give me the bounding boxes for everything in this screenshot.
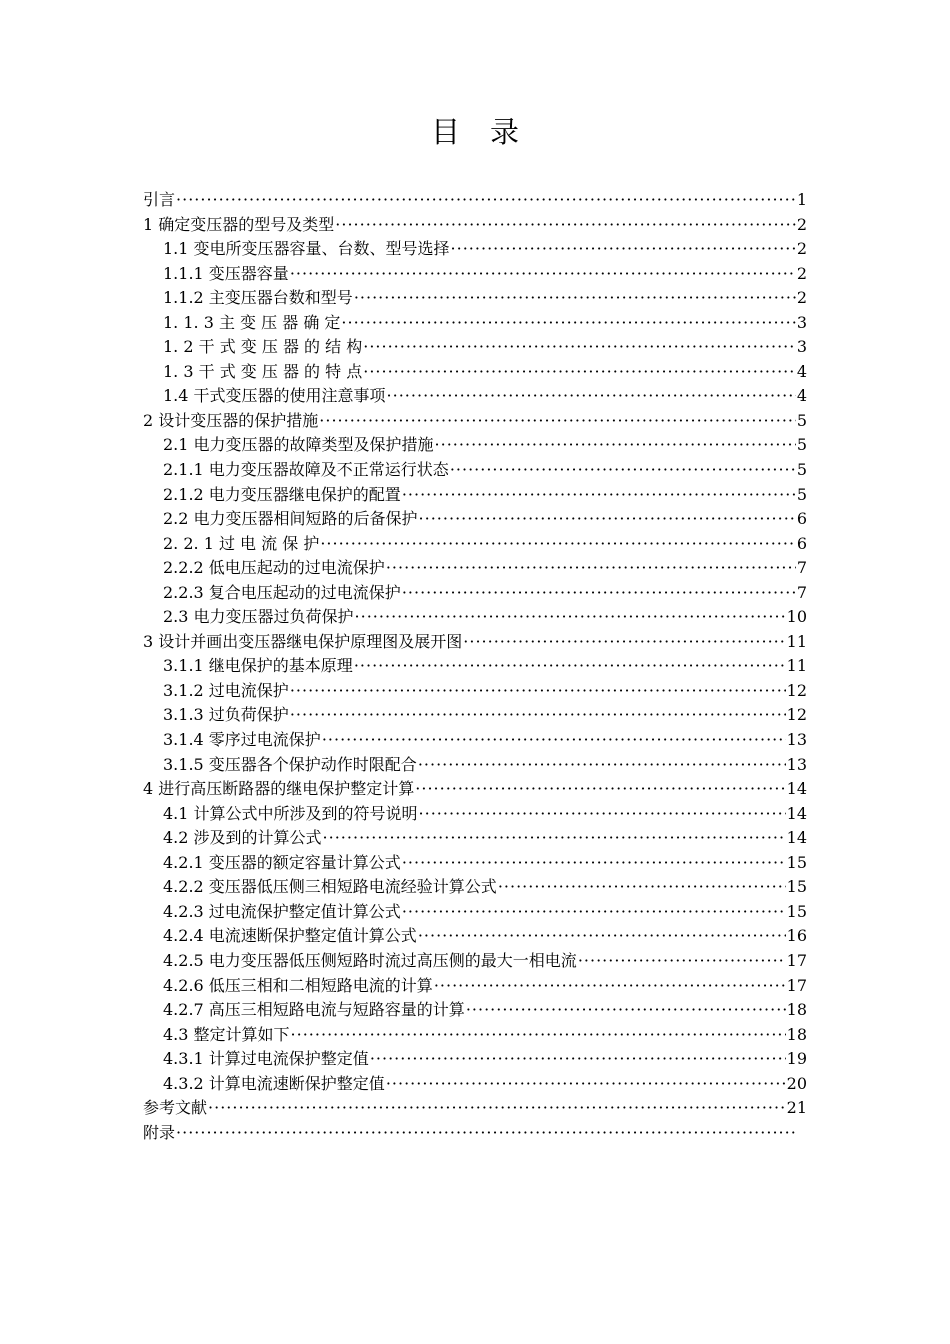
toc-entry[interactable] (143, 409, 807, 434)
toc-dot-leader (450, 458, 796, 482)
toc-entry[interactable] (143, 237, 807, 262)
toc-dot-leader (451, 237, 796, 261)
toc-entry-page-number: 11 (786, 656, 807, 676)
page-title-part1: 目 (430, 115, 460, 149)
toc-entry[interactable] (143, 753, 807, 778)
toc-entry-page-number: 20 (786, 1073, 807, 1093)
page-title (0, 112, 950, 152)
toc-dot-leader (176, 188, 796, 212)
toc-entry[interactable] (143, 384, 807, 409)
toc-entry-label: 2.1 电力变压器的故障类型及保护措施 (163, 435, 434, 455)
toc-entry-label: 4.2 涉及到的计算公式 (163, 828, 322, 848)
toc-entry-label: 附录 (143, 1122, 176, 1142)
toc-entry[interactable] (143, 924, 807, 949)
toc-entry[interactable] (143, 1023, 807, 1048)
toc-entry[interactable] (143, 458, 807, 483)
toc-dot-leader (335, 213, 796, 237)
toc-dot-leader (418, 924, 786, 948)
toc-entry-page-number: 11 (786, 631, 807, 651)
toc-entry-label: 4.3.2 计算电流速断保护整定值 (163, 1073, 385, 1093)
toc-entry[interactable] (143, 507, 807, 532)
toc-entry-page-number: 2 (796, 239, 807, 259)
toc-entry-label: 3.1.4 零序过电流保护 (163, 730, 321, 750)
toc-dot-leader (386, 1072, 786, 1096)
toc-dot-leader (415, 777, 785, 801)
toc-entry-page-number: 21 (786, 1098, 807, 1118)
toc-entry[interactable] (143, 851, 807, 876)
toc-entry[interactable] (143, 949, 807, 974)
toc-dot-leader (463, 630, 785, 654)
toc-entry[interactable] (143, 630, 807, 655)
toc-dot-leader (323, 826, 786, 850)
toc-entry-label: 1. 2 干 式 变 压 器 的 结 构 (163, 337, 363, 357)
toc-dot-leader (419, 507, 796, 531)
toc-entry-label: 2.1.1 电力变压器故障及不正常运行状态 (163, 460, 449, 480)
toc-entry[interactable] (143, 654, 807, 679)
toc-entry[interactable] (143, 998, 807, 1023)
toc-dot-leader (418, 753, 786, 777)
toc-dot-leader (578, 949, 786, 973)
toc-entry[interactable] (143, 433, 807, 458)
toc-dot-leader (320, 532, 795, 556)
toc-dot-leader (363, 335, 796, 359)
toc-entry-page-number: 15 (786, 901, 807, 921)
toc-entry-page-number: 18 (786, 1000, 807, 1020)
toc-entry-label: 4.2.3 过电流保护整定值计算公式 (163, 901, 401, 921)
toc-entry-label: 3 设计并画出变压器继电保护原理图及展开图 (143, 631, 463, 651)
toc-entry-label: 4.3.1 计算过电流保护整定值 (163, 1049, 369, 1069)
toc-entry-label: 1.1.2 主变压器台数和型号 (163, 288, 353, 308)
toc-dot-leader (498, 875, 786, 899)
toc-entry-label: 1.4 干式变压器的使用注意事项 (163, 386, 386, 406)
toc-entry[interactable] (143, 1072, 807, 1097)
toc-entry-page-number: 18 (786, 1024, 807, 1044)
toc-entry-label: 2.2.2 低电压起动的过电流保护 (163, 558, 385, 578)
toc-entry-page-number: 5 (796, 410, 807, 430)
toc-dot-leader (341, 311, 795, 335)
toc-dot-leader (387, 384, 796, 408)
toc-entry-page-number: 7 (796, 582, 807, 602)
toc-entry[interactable] (143, 802, 807, 827)
toc-entry-page-number: 3 (796, 337, 807, 357)
toc-entry-page-number: 6 (796, 509, 807, 529)
toc-entry-page-number: 15 (786, 852, 807, 872)
toc-entry-page-number: 5 (796, 484, 807, 504)
toc-entry-page-number: 16 (786, 926, 807, 946)
toc-entry[interactable] (143, 1096, 807, 1121)
toc-entry[interactable] (143, 188, 807, 213)
toc-entry-page-number: 17 (786, 950, 807, 970)
toc-entry-page-number: 6 (796, 533, 807, 553)
toc-entry-label: 4.1 计算公式中所涉及到的符号说明 (163, 803, 418, 823)
toc-entry-label: 3.1.5 变压器各个保护动作时限配合 (163, 754, 417, 774)
toc-entry[interactable] (143, 532, 807, 557)
toc-entry-page-number: 7 (796, 558, 807, 578)
toc-entry-page-number: 2 (796, 214, 807, 234)
toc-dot-leader (354, 654, 786, 678)
toc-dot-leader (402, 483, 796, 507)
toc-dot-leader (290, 262, 796, 286)
toc-entry[interactable] (143, 286, 807, 311)
toc-entry-page-number: 4 (796, 361, 807, 381)
toc-dot-leader (402, 900, 786, 924)
toc-entry-label: 3.1.1 继电保护的基本原理 (163, 656, 353, 676)
toc-entry-label: 2 设计变压器的保护措施 (143, 410, 319, 430)
toc-dot-leader (386, 556, 796, 580)
toc-entry-label: 参考文献 (143, 1098, 208, 1118)
toc-dot-leader (354, 286, 796, 310)
toc-dot-leader (370, 1047, 786, 1071)
toc-entry[interactable] (143, 703, 807, 728)
toc-dot-leader (363, 360, 796, 384)
toc-entry-label: 1.1.1 变压器容量 (163, 263, 289, 283)
toc-entry[interactable] (143, 335, 807, 360)
toc-entry-label: 4.2.5 电力变压器低压侧短路时流过高压侧的最大一相电流 (163, 950, 577, 970)
toc-entry[interactable] (143, 311, 807, 336)
toc-entry-page-number: 14 (786, 779, 807, 799)
toc-entry[interactable] (143, 262, 807, 287)
toc-dot-leader (291, 1023, 786, 1047)
toc-entry-label: 1 确定变压器的型号及类型 (143, 214, 335, 234)
toc-dot-leader (355, 605, 786, 629)
toc-dot-leader (419, 802, 786, 826)
toc-entry-label: 4.2.4 电流速断保护整定值计算公式 (163, 926, 417, 946)
toc-entry-page-number: 1 (796, 190, 807, 209)
toc-entry-page-number: 4 (796, 386, 807, 406)
toc-entry[interactable] (143, 679, 807, 704)
toc-entry[interactable] (143, 605, 807, 630)
toc-entry-page-number: 14 (786, 803, 807, 823)
toc-entry-label: 3.1.2 过电流保护 (163, 680, 289, 700)
toc-entry[interactable] (143, 875, 807, 900)
toc-entry-label: 1. 1. 3 主 变 压 器 确 定 (163, 312, 341, 332)
toc-entry-page-number: 10 (786, 607, 807, 627)
toc-entry-label: 2.2 电力变压器相间短路的后备保护 (163, 509, 418, 529)
toc-entry-label: 引言 (143, 190, 176, 209)
toc-entry-page-number: 2 (796, 263, 807, 283)
toc-entry[interactable] (143, 1121, 807, 1146)
toc-entry[interactable] (143, 777, 807, 802)
toc-entry-page-number: 19 (786, 1049, 807, 1069)
toc-entry-label: 4.3 整定计算如下 (163, 1024, 290, 1044)
toc-dot-leader (322, 728, 786, 752)
toc-entry-label: 1.1 变电所变压器容量、台数、型号选择 (163, 239, 450, 259)
toc-entry-page-number: 14 (786, 828, 807, 848)
toc-entry[interactable] (143, 826, 807, 851)
toc-entry-label: 4.2.2 变压器低压侧三相短路电流经验计算公式 (163, 877, 497, 897)
toc-entry-label: 1. 3 干 式 变 压 器 的 特 点 (163, 361, 363, 381)
toc-entry-page-number: 12 (786, 705, 807, 725)
toc-entry-page-number: 17 (786, 975, 807, 995)
toc-entry-label: 2. 2. 1 过 电 流 保 护 (163, 533, 320, 553)
toc-entry-label: 4.2.1 变压器的额定容量计算公式 (163, 852, 401, 872)
toc-entry[interactable] (143, 728, 807, 753)
toc-entry-page-number: 13 (786, 730, 807, 750)
toc-dot-leader (435, 433, 796, 457)
toc-entry-page-number: 2 (796, 288, 807, 308)
toc-entry[interactable] (143, 213, 807, 238)
toc-entry[interactable] (143, 483, 807, 508)
page-title-part2: 录 (490, 115, 520, 149)
toc-entry-page-number: 5 (796, 460, 807, 480)
toc-entry[interactable] (143, 581, 807, 606)
toc-entry-page-number: 3 (796, 312, 807, 332)
toc-entry-page-number: 15 (786, 877, 807, 897)
toc-dot-leader (434, 974, 786, 998)
toc-entry-page-number: 13 (786, 754, 807, 774)
toc-dot-leader (290, 703, 786, 727)
toc-entry-label: 2.3 电力变压器过负荷保护 (163, 607, 354, 627)
toc-entry[interactable] (143, 360, 807, 385)
toc-entry-label: 2.1.2 电力变压器继电保护的配置 (163, 484, 401, 504)
toc-dot-leader (208, 1096, 786, 1120)
toc-entry[interactable] (143, 974, 807, 999)
toc-entry[interactable] (143, 1047, 807, 1072)
toc-entry-label: 2.2.3 复合电压起动的过电流保护 (163, 582, 401, 602)
toc-entry-label: 3.1.3 过负荷保护 (163, 705, 289, 725)
toc-dot-leader (466, 998, 786, 1022)
toc-dot-leader (319, 409, 796, 433)
toc-entry-label: 4.2.6 低压三相和二相短路电流的计算 (163, 975, 433, 995)
toc-entry-label: 4 进行高压断路器的继电保护整定计算 (143, 779, 415, 799)
table-of-contents (143, 188, 807, 1145)
toc-dot-leader (402, 851, 786, 875)
toc-dot-leader (176, 1121, 796, 1145)
toc-entry-page-number: 5 (796, 435, 807, 455)
toc-dot-leader (290, 679, 786, 703)
toc-entry[interactable] (143, 900, 807, 925)
toc-dot-leader (402, 581, 796, 605)
toc-entry-label: 4.2.7 高压三相短路电流与短路容量的计算 (163, 1000, 465, 1020)
toc-entry[interactable] (143, 556, 807, 581)
toc-entry-page-number: 12 (786, 680, 807, 700)
